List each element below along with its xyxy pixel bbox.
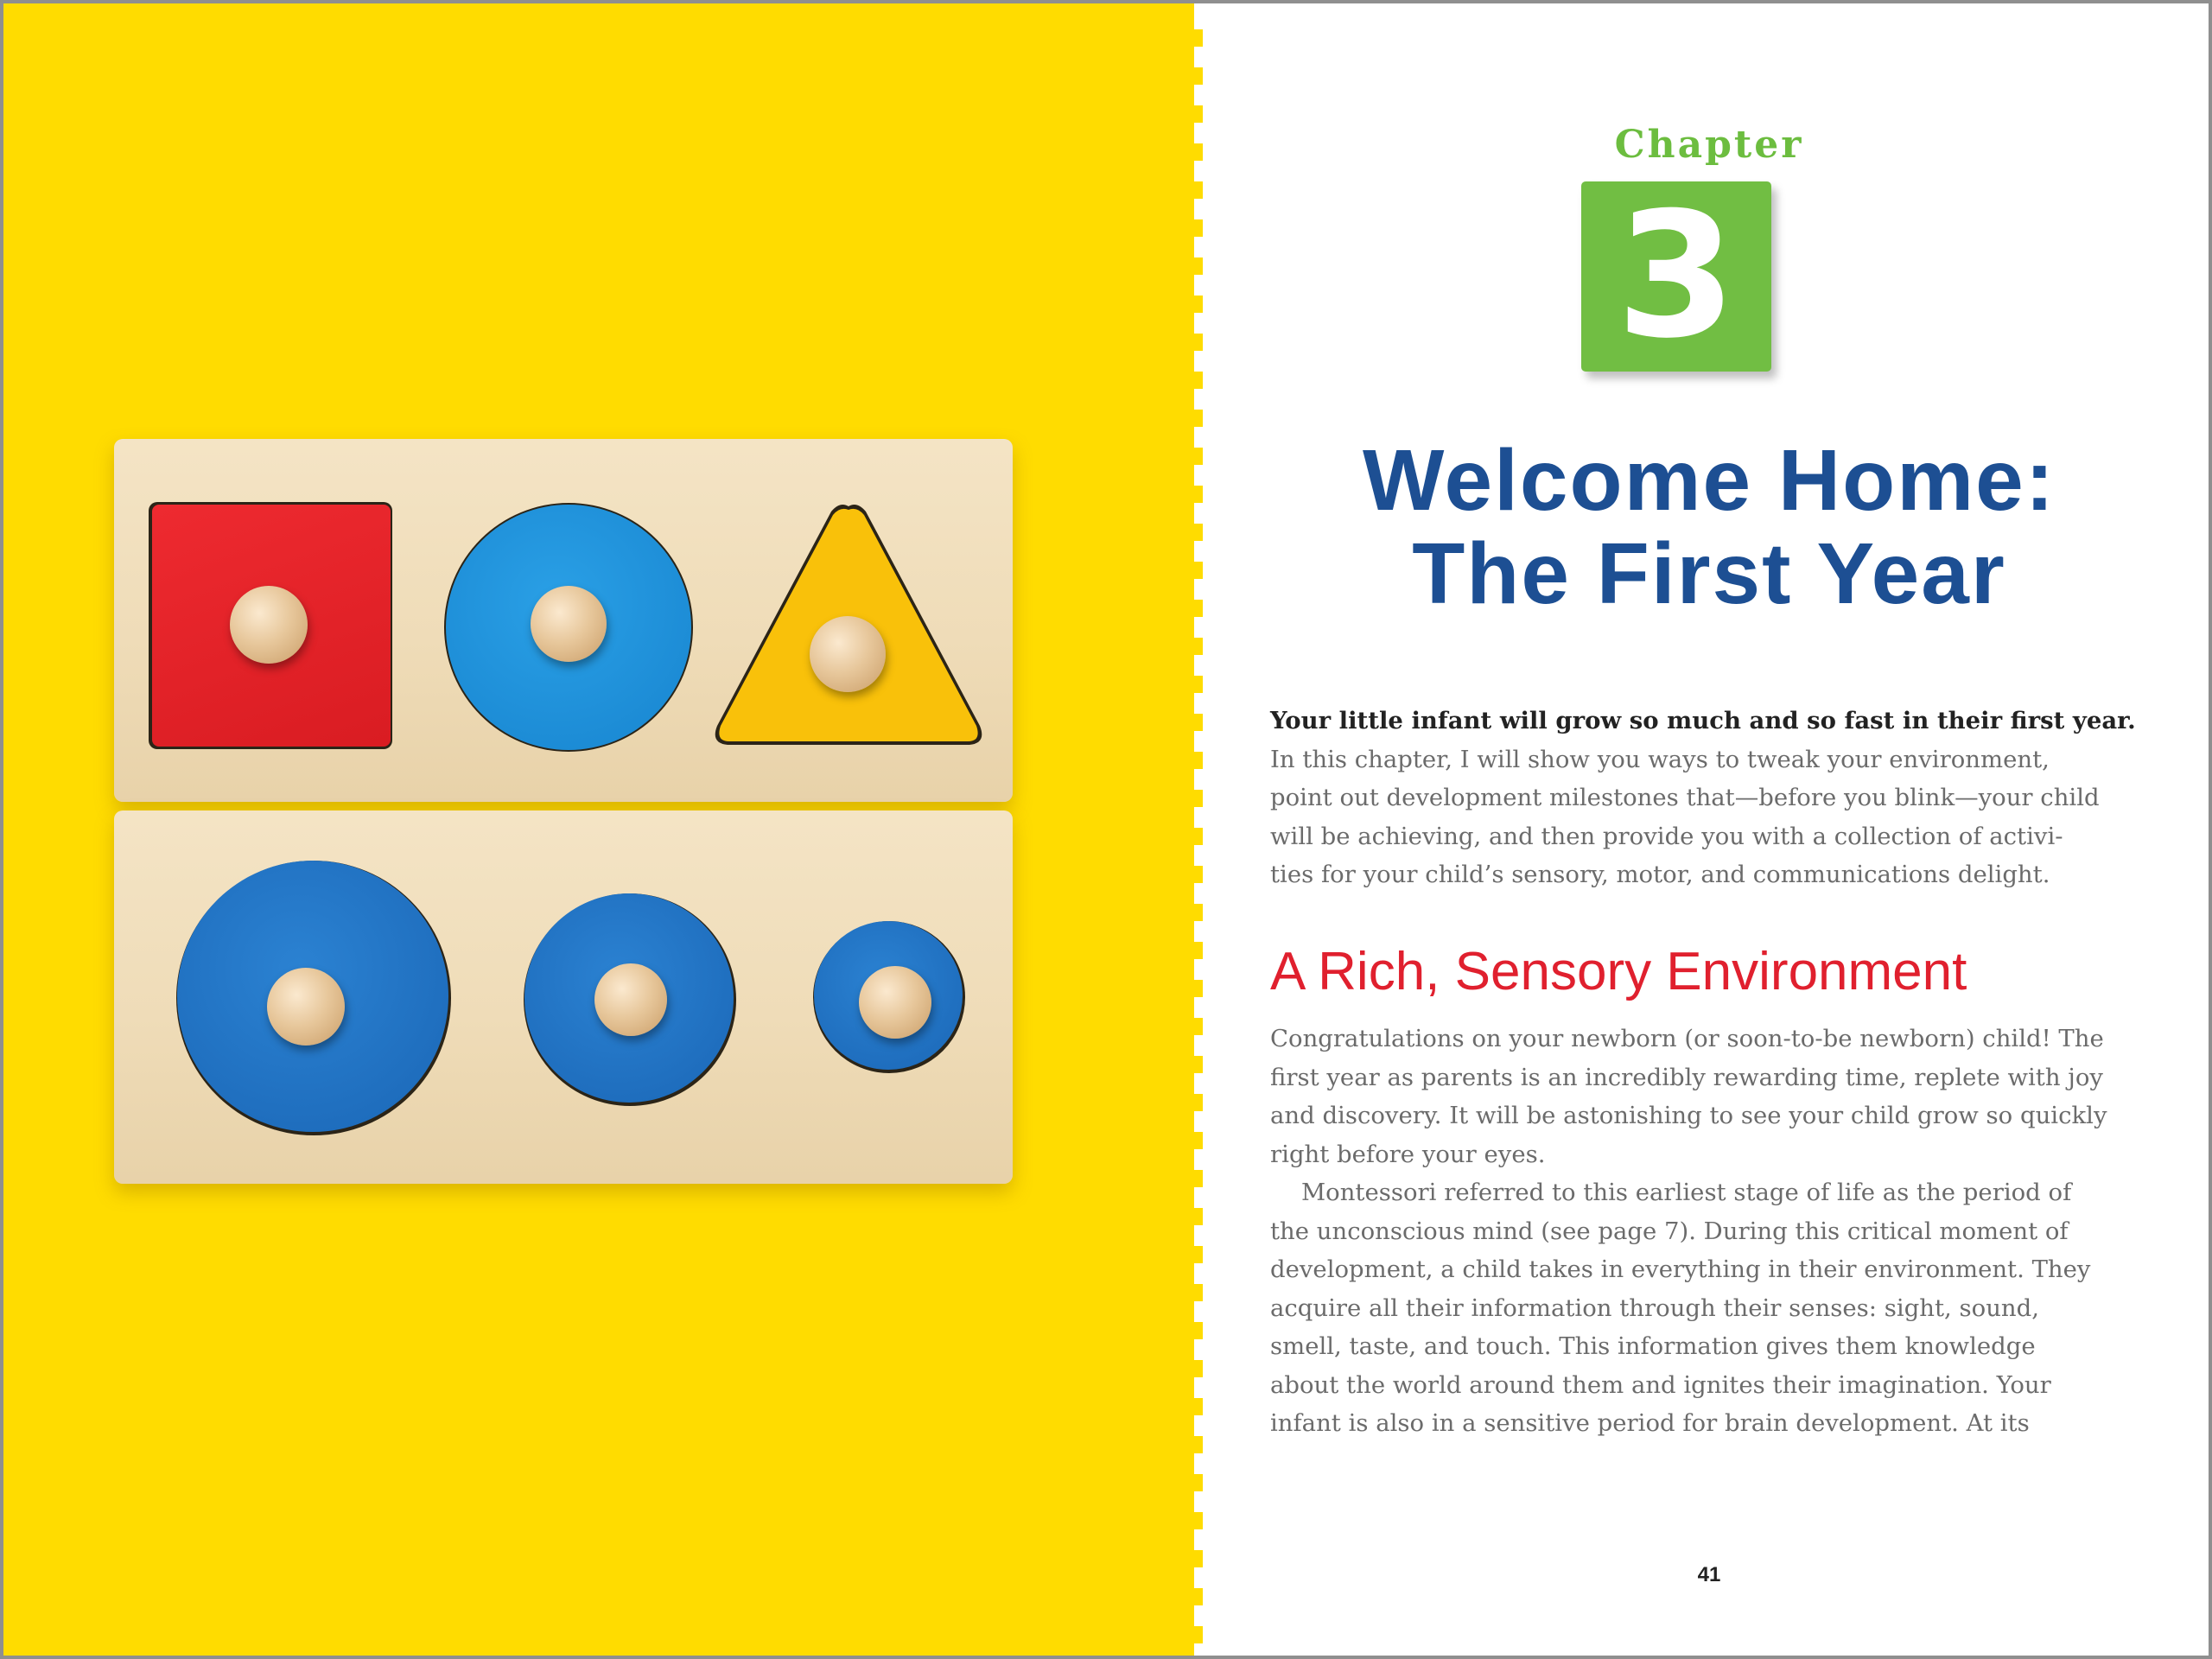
page-edge-notch (1194, 676, 1203, 693)
page-edge-notch (1194, 942, 1203, 959)
body-line: infant is also in a sensitive period for brain development. At its (1270, 1409, 2030, 1437)
book-spread (3, 3, 2209, 1656)
body-line: Montessori referred to this earliest stage of life as the period of (1301, 1179, 2072, 1206)
page-edge-notch (1194, 257, 1203, 275)
intro-line: will be achieving, and then provide you with a collection of activi- (1270, 822, 2063, 850)
chapter-title-line-2: The First Year (1412, 525, 2006, 622)
body-line: right before your eyes. (1270, 1140, 1546, 1168)
page-edge-notch (1194, 1208, 1203, 1225)
photo-page (3, 3, 1194, 1656)
page-edge-notch (1194, 638, 1203, 655)
page-edge-notch (1194, 372, 1203, 389)
page-edge-notch (1194, 980, 1203, 997)
page-edge-notch (1194, 105, 1203, 123)
puzzle-board-top (114, 439, 1013, 802)
page-edge-notch (1194, 29, 1203, 47)
intro-paragraph (1270, 702, 2134, 894)
page-edge-notch (1194, 904, 1203, 921)
chapter-title-line-1: Welcome Home: (1362, 432, 2056, 529)
body-line: development, a child takes in everything in their environment. They (1270, 1255, 2091, 1283)
page-edge-notch (1194, 1056, 1203, 1073)
intro-line: point out development milestones that—before you blink—your child (1270, 784, 2100, 811)
page-number: 41 (1697, 1563, 1721, 1586)
page-edge-notch (1194, 790, 1203, 807)
page-edge-notch (1194, 1550, 1203, 1567)
page-edge-notch (1194, 181, 1203, 199)
page-edge-notch (1194, 1246, 1203, 1263)
large-circle-knob (267, 968, 345, 1046)
puzzle-board-bottom (114, 810, 1013, 1184)
page-edge-notch (1194, 1474, 1203, 1491)
small-circle-knob (859, 966, 931, 1039)
page-edge-notch (1194, 828, 1203, 845)
chapter-label: Chapter (1614, 123, 1804, 167)
section-heading: A Rich, Sensory Environment (1270, 942, 1967, 1001)
medium-circle-knob (594, 963, 667, 1036)
body-text (1270, 1020, 2143, 1443)
page-edge-notch (1194, 1588, 1203, 1605)
body-line: Congratulations on your newborn (or soon-to-be newborn) child! The (1270, 1025, 2104, 1052)
page-edge-notch (1194, 410, 1203, 427)
page-edge-notch (1194, 752, 1203, 769)
body-line: and discovery. It will be astonishing to see your child grow so quickly (1270, 1102, 2107, 1129)
page-edge-notch (1194, 334, 1203, 351)
page-edge-notch (1194, 562, 1203, 579)
page-edge-notch (1194, 1284, 1203, 1301)
page-edge-notch (1194, 1018, 1203, 1035)
body-line: about the world around them and ignites their imagination. Your (1270, 1370, 2051, 1399)
intro-lead: Your little infant will grow so much and so fast in their first year. (1270, 707, 2136, 734)
page-edge-notch (1194, 1094, 1203, 1111)
chapter-number-badge (1581, 175, 1771, 377)
page-edge-notch (1194, 866, 1203, 883)
page-edge-notch (1194, 1398, 1203, 1415)
triangle-knob (810, 616, 886, 692)
page-edge-notch (1194, 1322, 1203, 1339)
page-edge-notch (1194, 1170, 1203, 1187)
intro-line: In this chapter, I will show you ways to tweak your environment, (1270, 745, 2050, 773)
page-edge-notch (1194, 1360, 1203, 1377)
page-edge-notch (1194, 1436, 1203, 1453)
page-edge-notch (1194, 296, 1203, 313)
page-edge-notch (1194, 600, 1203, 617)
page-edge-notch (1194, 67, 1203, 85)
page-edge-notch (1194, 524, 1203, 541)
page-edge-notch (1194, 714, 1203, 731)
chapter-number: 3 (1616, 175, 1737, 377)
page-edge-notch (1194, 1626, 1203, 1643)
page-edge-notch (1194, 1132, 1203, 1149)
page-edge (1194, 3, 1210, 1656)
intro-line: ties for your child’s sensory, motor, and communications delight. (1270, 861, 2050, 888)
chapter-title (1210, 434, 2209, 620)
page-edge-notch (1194, 486, 1203, 503)
body-line: acquire all their information through their senses: sight, sound, (1270, 1294, 2039, 1322)
page-edge-notch (1194, 1512, 1203, 1529)
body-line: smell, taste, and touch. This information gives them knowledge (1270, 1332, 2036, 1360)
body-line: the unconscious mind (see page 7). During this critical moment of (1270, 1217, 2069, 1245)
page-edge-notch (1194, 143, 1203, 161)
body-line: first year as parents is an incredibly rewarding time, replete with joy (1270, 1063, 2103, 1091)
text-page (1210, 3, 2209, 1656)
square-knob (230, 586, 308, 664)
page-edge-notch (1194, 448, 1203, 465)
page-edge-notch (1194, 219, 1203, 237)
circle-knob (531, 586, 607, 662)
